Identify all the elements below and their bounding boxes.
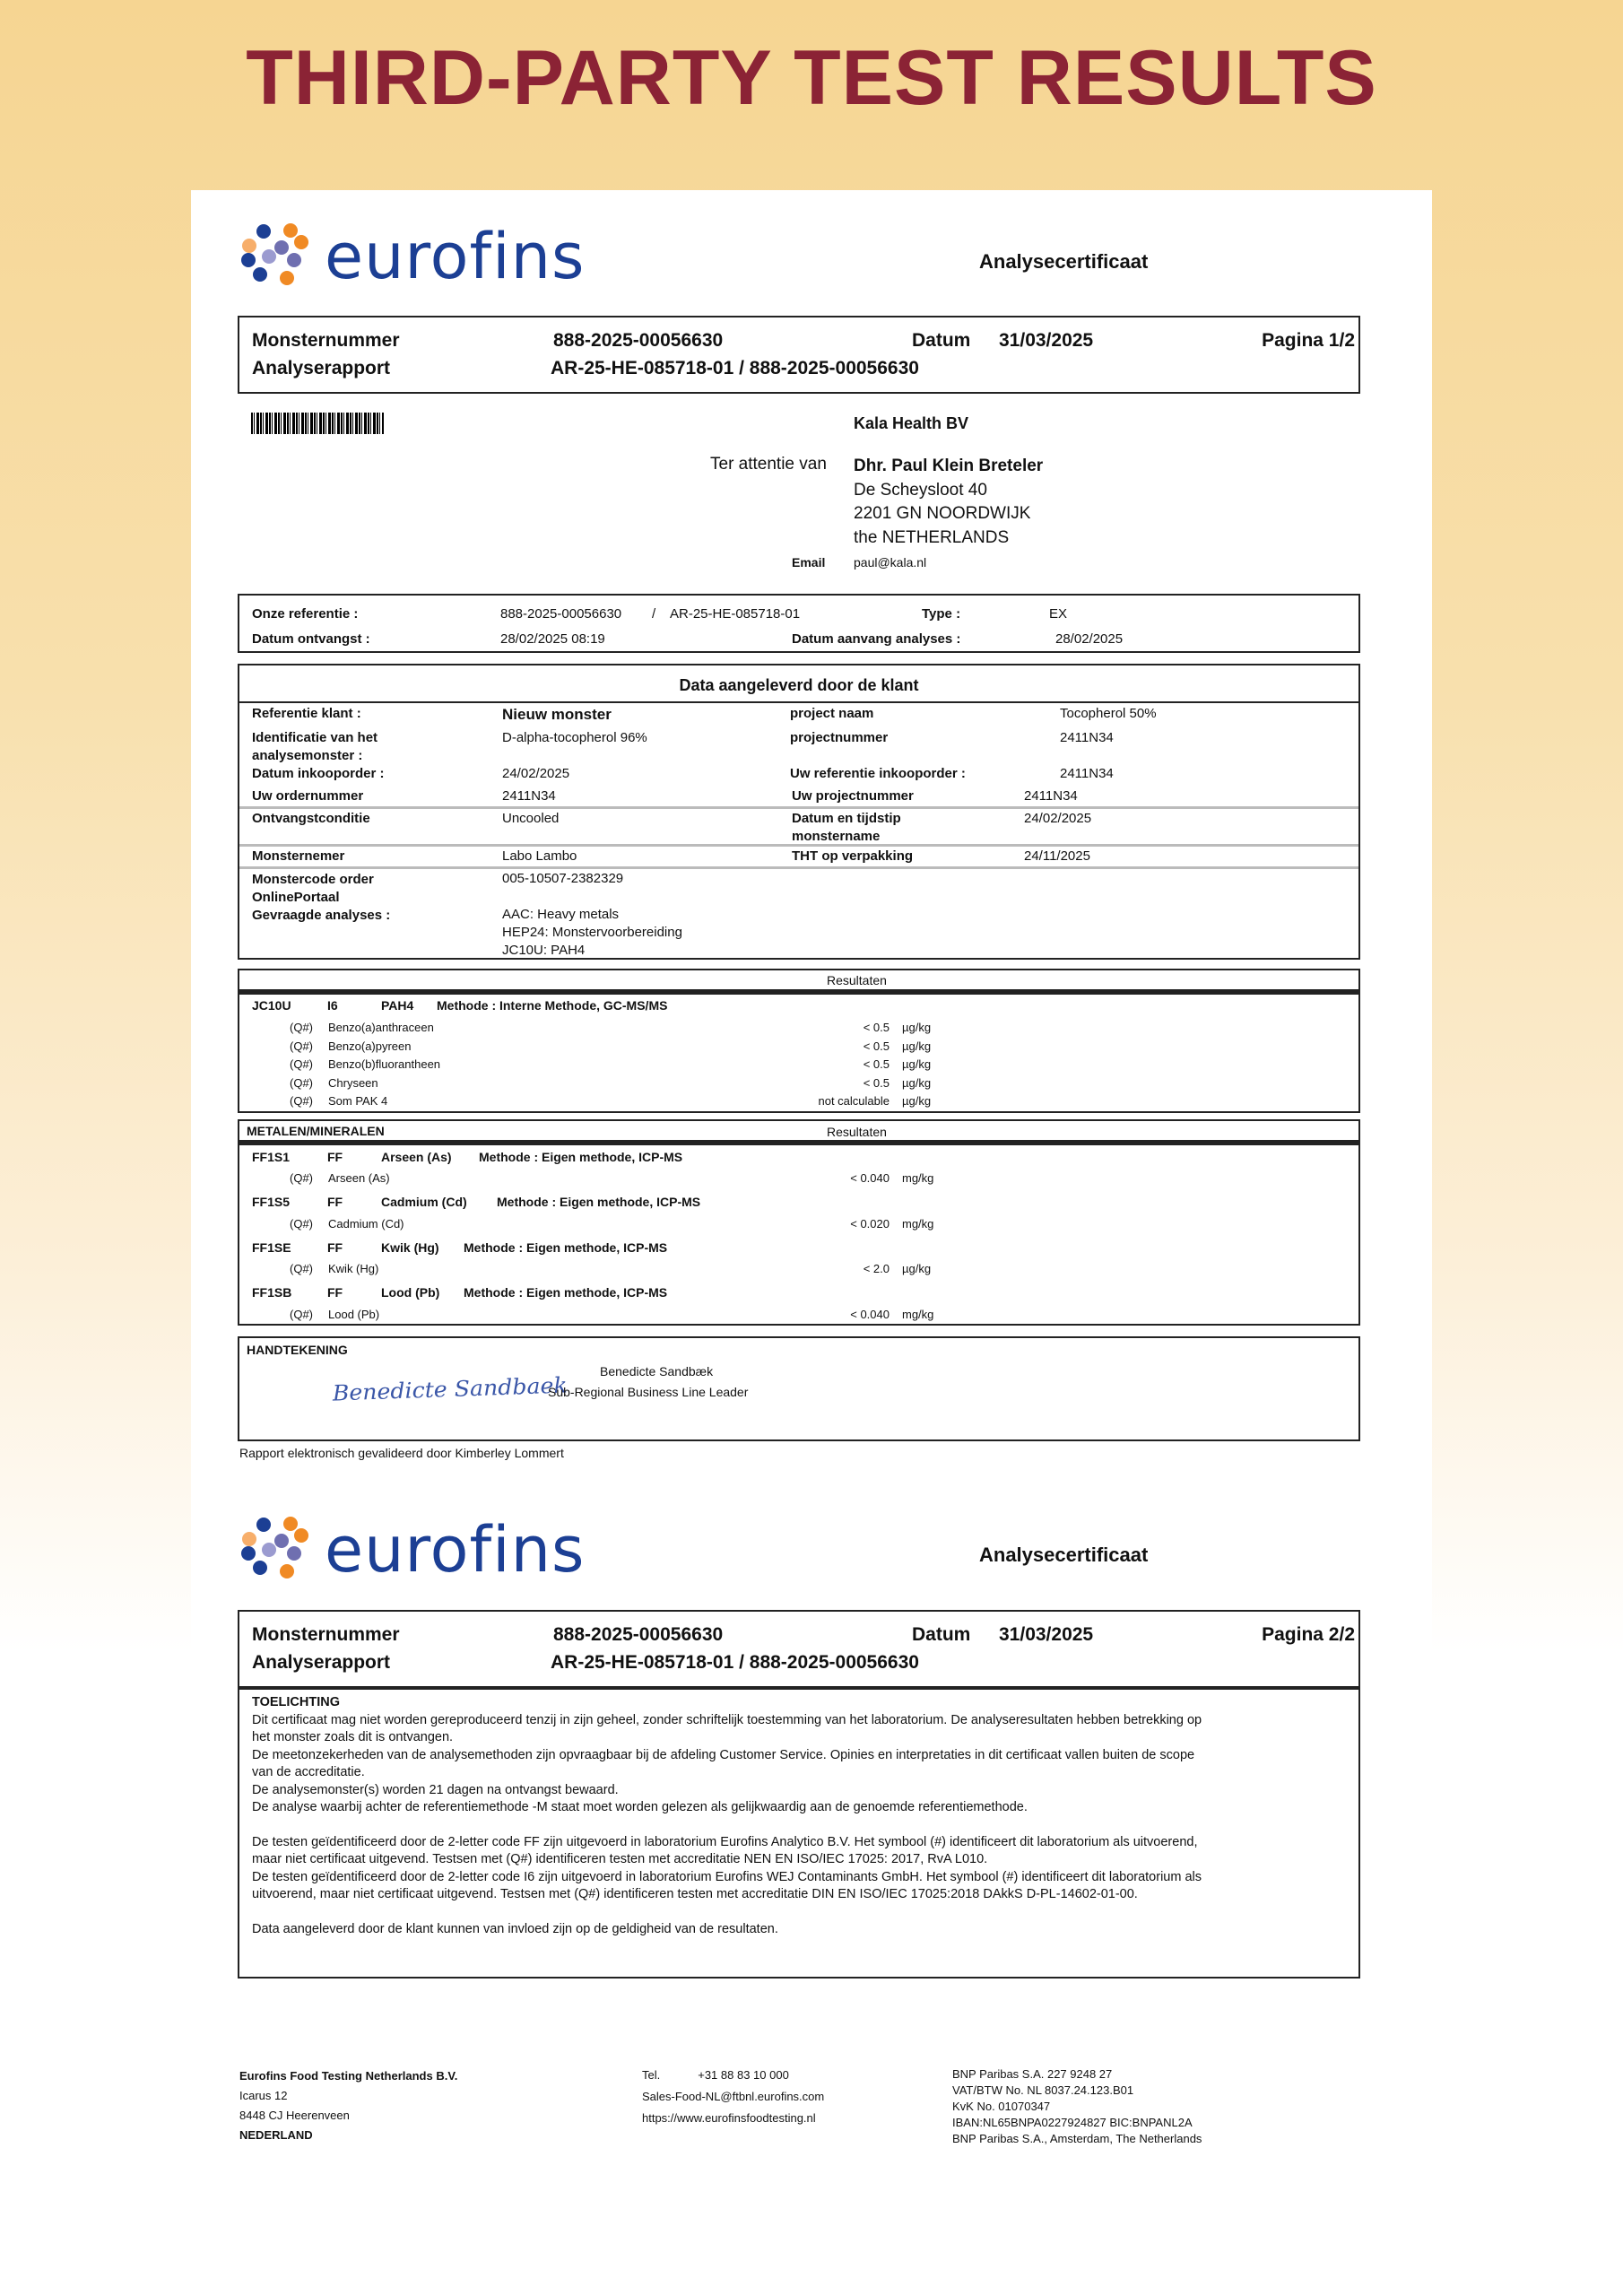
lab-code: FF bbox=[327, 1285, 343, 1300]
certificate-header-box bbox=[238, 1610, 1360, 1688]
test-code: FF1SB bbox=[252, 1285, 292, 1300]
result-value: < 0.040 bbox=[850, 1308, 890, 1321]
eurofins-logo bbox=[240, 1513, 586, 1587]
analyserapport-label: Analyserapport bbox=[252, 1652, 391, 1673]
row-divider bbox=[239, 844, 1358, 847]
value: 24/02/2025 bbox=[502, 766, 570, 781]
datum-label: Datum bbox=[912, 330, 971, 351]
datum-aanvang-value: 28/02/2025 bbox=[1055, 631, 1124, 647]
toelichting-title: TOELICHTING bbox=[252, 1695, 341, 1709]
test-name: Kwik (Hg) bbox=[381, 1240, 439, 1255]
result-unit: µg/kg bbox=[902, 1021, 932, 1034]
eurofins-logo bbox=[240, 222, 585, 291]
recipient-address bbox=[854, 455, 1043, 550]
datum-ontvangst-value: 28/02/2025 08:19 bbox=[500, 631, 605, 647]
test-name: PAH4 bbox=[381, 998, 414, 1013]
vat-number: VAT/BTW No. NL 8037.24.123.B01 bbox=[952, 2083, 1134, 2097]
result-value: < 0.040 bbox=[850, 1171, 890, 1185]
email-label: Email bbox=[792, 555, 826, 570]
value: Tocopherol 50% bbox=[1060, 706, 1157, 721]
test-code: FF1S1 bbox=[252, 1150, 291, 1164]
accreditation-mark: (Q#) bbox=[290, 1094, 313, 1108]
client-data-title: Data aangeleverd door de klant bbox=[239, 665, 1358, 703]
kvk-number: KvK No. 01070347 bbox=[952, 2100, 1051, 2113]
analyte-name: Chryseen bbox=[328, 1076, 378, 1090]
result-value: < 0.5 bbox=[863, 1057, 890, 1071]
client-data-box bbox=[238, 664, 1360, 960]
datum-value: 31/03/2025 bbox=[999, 330, 1094, 351]
analyte-name: Cadmium (Cd) bbox=[328, 1217, 404, 1231]
label: Uw referentie inkooporder : bbox=[790, 766, 966, 781]
datum-aanvang-label: Datum aanvang analyses : bbox=[792, 631, 961, 647]
analyte-name: Lood (Pb) bbox=[328, 1308, 380, 1321]
toelichting-box bbox=[238, 1688, 1360, 1979]
handwritten-signature: Benedicte Sandbaek bbox=[332, 1372, 568, 1406]
test-method: Methode : Eigen methode, ICP-MS bbox=[479, 1150, 683, 1164]
bank-address: BNP Paribas S.A., Amsterdam, The Netherlands bbox=[952, 2132, 1202, 2145]
analysis-item: HEP24: Monstervoorbereiding bbox=[502, 925, 682, 940]
accreditation-mark: (Q#) bbox=[290, 1057, 313, 1071]
address-line: 2201 GN NOORDWIJK bbox=[854, 504, 1031, 523]
test-name: Arseen (As) bbox=[381, 1150, 452, 1164]
analyserapport-value: AR-25-HE-085718-01 / 888-2025-00056630 bbox=[551, 358, 919, 378]
row-divider bbox=[239, 866, 1358, 869]
separator: / bbox=[652, 606, 656, 622]
accreditation-mark: (Q#) bbox=[290, 1262, 313, 1275]
label: Ontvangstconditie bbox=[252, 811, 370, 826]
footer-contact bbox=[642, 2065, 824, 2129]
logo-wordmark: eurofins bbox=[325, 1513, 586, 1587]
label: Referentie klant : bbox=[252, 706, 361, 721]
test-method: Methode : Eigen methode, ICP-MS bbox=[464, 1240, 668, 1255]
footer-country: NEDERLAND bbox=[239, 2128, 313, 2142]
test-name: Cadmium (Cd) bbox=[381, 1195, 467, 1209]
result-value: < 0.5 bbox=[863, 1076, 890, 1090]
certificate-header-box bbox=[238, 316, 1360, 394]
note-paragraph: De analyse waarbij achter de referentiemethode -M staat moet worden gelezen als gelijkwaardig aan de genoemde referentiemethode. bbox=[252, 1800, 1028, 1814]
test-method: Methode : Interne Methode, GC-MS/MS bbox=[437, 998, 668, 1013]
value: 2411N34 bbox=[1060, 730, 1114, 745]
label: Datum en tijdstip monstername bbox=[792, 811, 901, 844]
pah-results-box bbox=[238, 991, 1360, 1113]
monsternummer-value: 888-2025-00056630 bbox=[553, 1624, 724, 1645]
test-code: FF1SE bbox=[252, 1240, 291, 1255]
result-unit: µg/kg bbox=[902, 1094, 932, 1108]
footer-website[interactable]: https://www.eurofinsfoodtesting.nl bbox=[642, 2111, 816, 2125]
signature-label: HANDTEKENING bbox=[247, 1343, 348, 1357]
value: 2411N34 bbox=[1024, 788, 1078, 804]
label: Datum inkooporder : bbox=[252, 766, 385, 781]
reference-box bbox=[238, 594, 1360, 653]
accreditation-mark: (Q#) bbox=[290, 1076, 313, 1090]
value: Uncooled bbox=[502, 811, 560, 826]
result-value: < 0.5 bbox=[863, 1039, 890, 1053]
recipient-name: Dhr. Paul Klein Breteler bbox=[854, 457, 1044, 475]
footer-bank bbox=[952, 2066, 1202, 2147]
accreditation-mark: (Q#) bbox=[290, 1308, 313, 1321]
label: Uw projectnummer bbox=[792, 788, 914, 804]
recipient-company: Kala Health BV bbox=[854, 414, 969, 432]
result-unit: mg/kg bbox=[902, 1171, 934, 1185]
onze-referentie-value: 888-2025-00056630 bbox=[500, 606, 622, 622]
label: Identificatie van het analysemonster : bbox=[252, 730, 378, 763]
result-value: < 2.0 bbox=[863, 1262, 890, 1275]
barcode bbox=[251, 413, 384, 434]
analyte-name: Arseen (As) bbox=[328, 1171, 390, 1185]
label: projectnummer bbox=[790, 730, 889, 745]
note-paragraph: De testen geïdentificeerd door de 2-letter code I6 zijn uitgevoerd in laboratorium Eurofins WEJ Contaminants GmbH. Het symbool (#) identificeert dit laboratorium als uitvoerend, maar niet certificaat uitgevend. Testsen met (Q#) identificeren testen met accreditatie DIN EN ISO/IEC 17025:2018 DAkkS D-PL-14602-01-00. bbox=[252, 1869, 1202, 1901]
analyte-name: Kwik (Hg) bbox=[328, 1262, 379, 1275]
test-method: Methode : Eigen methode, ICP-MS bbox=[464, 1285, 668, 1300]
eurofins-logo-icon bbox=[240, 222, 312, 291]
test-code: JC10U bbox=[252, 998, 291, 1013]
section-title: METALEN/MINERALEN bbox=[247, 1124, 385, 1138]
monsternummer-label: Monsternummer bbox=[252, 1624, 400, 1645]
signatory-role: Sub-Regional Business Line Leader bbox=[548, 1385, 749, 1399]
banner-title: THIRD-PARTY TEST RESULTS bbox=[246, 35, 1377, 121]
datum-ontvangst-label: Datum ontvangst : bbox=[252, 631, 370, 647]
document-type: Analysecertificaat bbox=[979, 250, 1149, 273]
type-value: EX bbox=[1049, 606, 1068, 622]
footer-company bbox=[239, 2066, 457, 2145]
iban: IBAN:NL65BNPA0227924827 BIC:BNPANL2A bbox=[952, 2116, 1193, 2129]
results-label: Resultaten bbox=[827, 973, 887, 987]
value: 24/11/2025 bbox=[1024, 848, 1090, 864]
note-paragraph: De meetonzekerheden van de analysemethoden zijn opvraagbaar bij de afdeling Customer Service. Opinies en interpretaties in dit certificaat vallen buiten de scope van de accreditatie. bbox=[252, 1747, 1195, 1779]
page-number: Pagina 2/2 bbox=[1262, 1624, 1355, 1645]
result-unit: mg/kg bbox=[902, 1217, 934, 1231]
monsternummer-value: 888-2025-00056630 bbox=[553, 330, 724, 351]
label: Monsternemer bbox=[252, 848, 345, 864]
test-code: FF1S5 bbox=[252, 1195, 291, 1209]
footer-city: 8448 CJ Heerenveen bbox=[239, 2109, 350, 2122]
result-unit: µg/kg bbox=[902, 1262, 932, 1275]
datum-label: Datum bbox=[912, 1624, 971, 1645]
value: Nieuw monster bbox=[502, 706, 612, 723]
type-label: Type : bbox=[922, 606, 961, 622]
metals-results-box bbox=[238, 1142, 1360, 1326]
label: THT op verpakking bbox=[792, 848, 914, 864]
lab-code: FF bbox=[327, 1195, 343, 1209]
note-paragraph: De testen geïdentificeerd door de 2-letter code FF zijn uitgevoerd in laboratorium Eurofins Analytico B.V. Het symbool (#) identificeert dit laboratorium als uitvoerend, maar niet certificaat uitgevend. Testsen met (Q#) identificeren testen met accreditatie NEN EN ISO/IEC 17025: 2017, RvA L010. bbox=[252, 1834, 1198, 1866]
results-header bbox=[238, 969, 1360, 991]
tel-value: +31 88 83 10 000 bbox=[698, 2068, 789, 2082]
analyte-name: Benzo(b)fluorantheen bbox=[328, 1057, 441, 1071]
analyserapport-value: AR-25-HE-085718-01 / 888-2025-00056630 bbox=[551, 1652, 919, 1673]
logo-wordmark: eurofins bbox=[325, 220, 586, 293]
footer-email[interactable]: Sales-Food-NL@ftbnl.eurofins.com bbox=[642, 2090, 825, 2103]
result-unit: µg/kg bbox=[902, 1057, 932, 1071]
value: 005-10507-2382329 bbox=[502, 871, 624, 886]
email-value[interactable]: paul@kala.nl bbox=[854, 555, 927, 570]
result-unit: mg/kg bbox=[902, 1308, 934, 1321]
analysis-item: JC10U: PAH4 bbox=[502, 943, 586, 958]
eurofins-logo-icon bbox=[240, 1516, 312, 1584]
label: Gevraagde analyses : bbox=[252, 908, 391, 923]
signatory-name: Benedicte Sandbæk bbox=[600, 1364, 714, 1378]
label: project naam bbox=[790, 706, 874, 721]
test-name: Lood (Pb) bbox=[381, 1285, 440, 1300]
lab-code: FF bbox=[327, 1240, 343, 1255]
address-line: De Scheysloot 40 bbox=[854, 480, 987, 500]
label: Uw ordernummer bbox=[252, 788, 364, 804]
onze-referentie-value-2: AR-25-HE-085718-01 bbox=[670, 606, 801, 622]
note-paragraph: De analysemonster(s) worden 21 dagen na ontvangst bewaard. bbox=[252, 1782, 619, 1797]
document-type: Analysecertificaat bbox=[979, 1544, 1149, 1566]
result-unit: µg/kg bbox=[902, 1076, 932, 1090]
analysis-item: AAC: Heavy metals bbox=[502, 907, 620, 922]
lab-code: FF bbox=[327, 1150, 343, 1164]
tel-label: Tel. bbox=[642, 2068, 661, 2082]
monsternummer-label: Monsternummer bbox=[252, 330, 400, 351]
result-value: < 0.020 bbox=[850, 1217, 890, 1231]
value: 2411N34 bbox=[1060, 766, 1114, 781]
analyserapport-label: Analyserapport bbox=[252, 358, 391, 378]
accreditation-mark: (Q#) bbox=[290, 1217, 313, 1231]
validation-note: Rapport elektronisch gevalideerd door Kimberley Lommert bbox=[239, 1446, 564, 1460]
value: 24/02/2025 bbox=[1024, 811, 1092, 826]
bank-account: BNP Paribas S.A. 227 9248 27 bbox=[952, 2067, 1113, 2081]
label: Monstercode order OnlinePortaal bbox=[252, 872, 374, 905]
address-line: the NETHERLANDS bbox=[854, 527, 1010, 547]
accreditation-mark: (Q#) bbox=[290, 1021, 313, 1034]
analyte-name: Som PAK 4 bbox=[328, 1094, 388, 1108]
value: Labo Lambo bbox=[502, 848, 577, 864]
result-unit: µg/kg bbox=[902, 1039, 932, 1053]
note-paragraph: Data aangeleverd door de klant kunnen van invloed zijn op de geldigheid van de resultaten. bbox=[252, 1921, 778, 1936]
signature-box bbox=[238, 1336, 1360, 1441]
page-number: Pagina 1/2 bbox=[1262, 330, 1355, 351]
datum-value: 31/03/2025 bbox=[999, 1624, 1094, 1645]
analyte-name: Benzo(a)pyreen bbox=[328, 1039, 412, 1053]
analyte-name: Benzo(a)anthraceen bbox=[328, 1021, 434, 1034]
test-method: Methode : Eigen methode, ICP-MS bbox=[497, 1195, 701, 1209]
lab-code: I6 bbox=[327, 998, 338, 1013]
footer-company-name: Eurofins Food Testing Netherlands B.V. bbox=[239, 2069, 458, 2083]
footer-street: Icarus 12 bbox=[239, 2089, 288, 2102]
row-divider bbox=[239, 806, 1358, 809]
onze-referentie-label: Onze referentie : bbox=[252, 606, 359, 622]
metals-header bbox=[238, 1119, 1360, 1142]
accreditation-mark: (Q#) bbox=[290, 1039, 313, 1053]
note-paragraph: Dit certificaat mag niet worden gereproduceerd tenzij in zijn geheel, zonder schriftelijk toestemming van het laboratorium. De analyseresultaten hebben betrekking op het monster zoals dit is ontvangen. bbox=[252, 1712, 1202, 1744]
result-value: not calculable bbox=[818, 1094, 890, 1108]
accreditation-mark: (Q#) bbox=[290, 1171, 313, 1185]
value: 2411N34 bbox=[502, 788, 556, 804]
attention-label: Ter attentie van bbox=[710, 455, 827, 474]
requested-analyses bbox=[502, 906, 682, 960]
results-label: Resultaten bbox=[827, 1125, 887, 1139]
result-value: < 0.5 bbox=[863, 1021, 890, 1034]
value: D-alpha-tocopherol 96% bbox=[502, 730, 647, 745]
